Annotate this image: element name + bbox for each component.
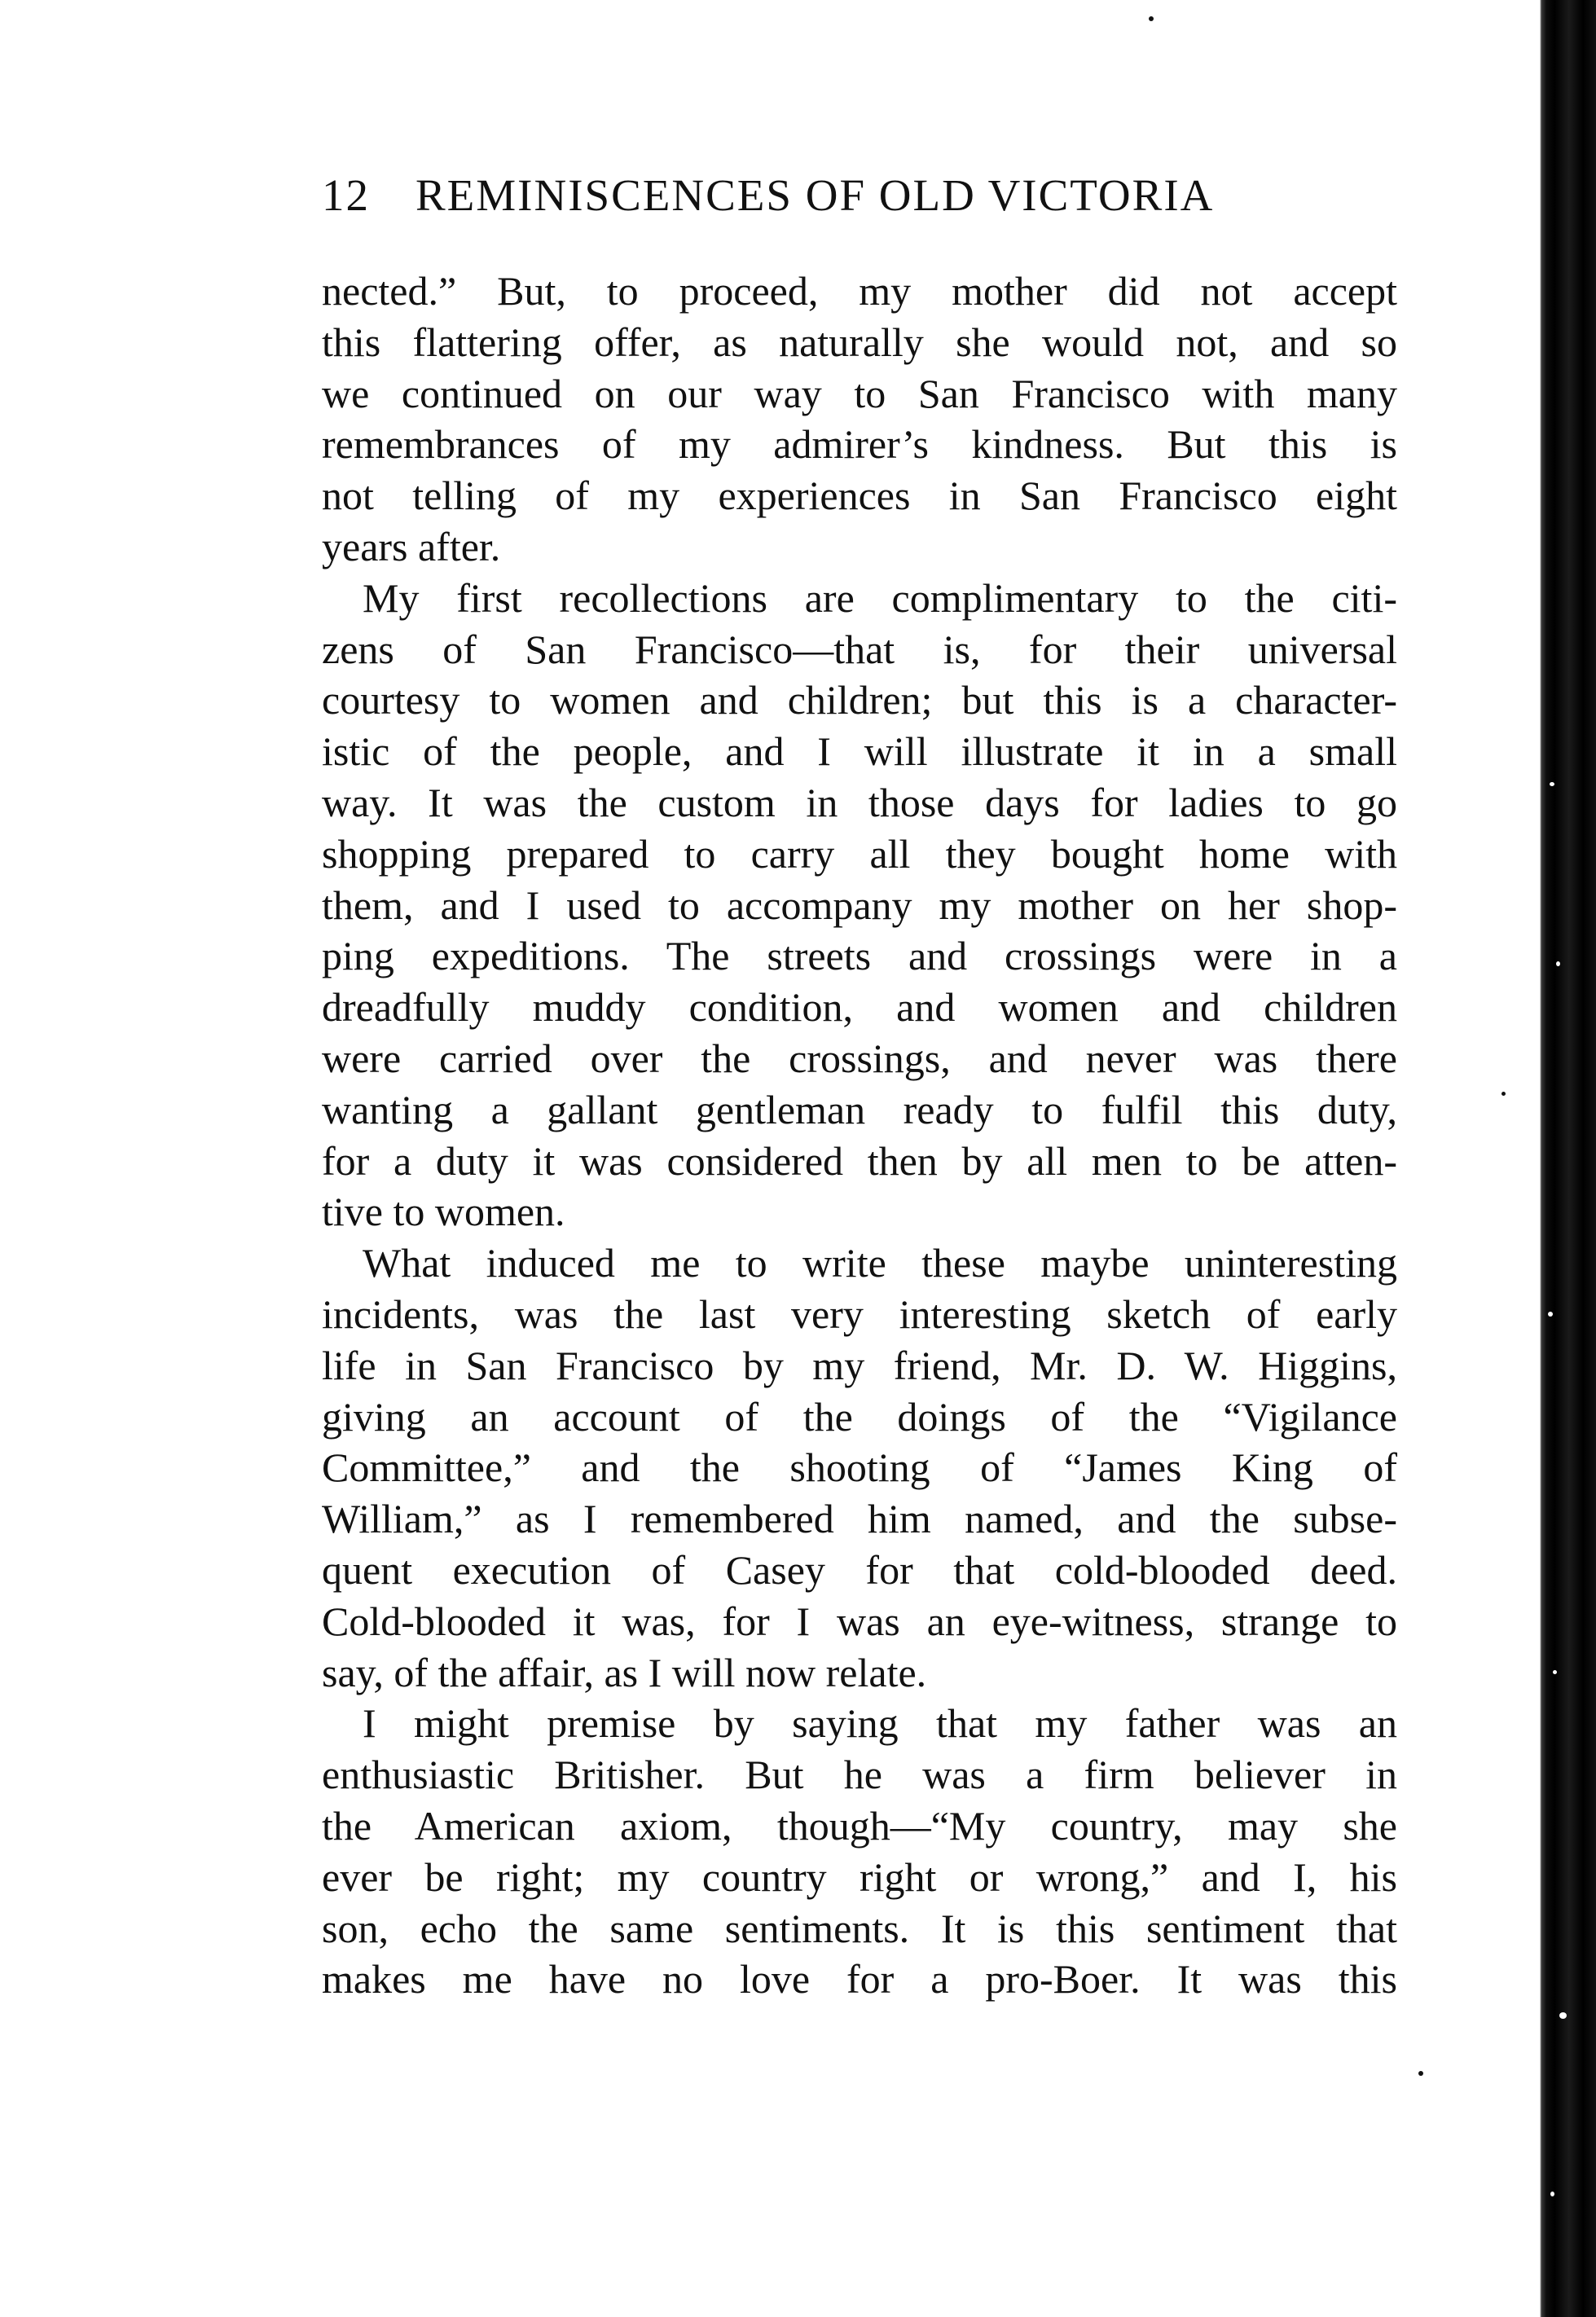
text-line: not telling of my experiences in San Francisco eight (322, 473, 1397, 519)
text-line: I might premise by saying that my father was an (363, 1700, 1397, 1747)
text-line: ever be right; my country right or wrong,” and I, his (322, 1853, 1397, 1900)
text-line: My first recollections are complimentary to the citi- (363, 574, 1397, 621)
text-line: makes me have no love for a pro-Boer. It was this (322, 1956, 1397, 2003)
text-line: say, of the affair, as I will now relate. (322, 1649, 927, 1695)
text-line: zens of San Francisco—that is, for their universal (322, 626, 1397, 672)
text-line: What induced me to write these maybe uninteresting (363, 1240, 1397, 1286)
text-line: for a duty it was considered then by all men to be atten- (322, 1137, 1397, 1184)
text-line: years after. (322, 523, 501, 569)
text-line: enthusiastic Britisher. But he was a firm believer in (322, 1752, 1397, 1798)
text-line: ping expeditions. The streets and crossings were in a (322, 933, 1397, 979)
text-line: William,” as I remembered him named, and the subse- (322, 1496, 1397, 1542)
text-line: way. It was the custom in those days for ladies to go (322, 779, 1397, 825)
text-line: the American axiom, though—“My country, may she (322, 1802, 1397, 1849)
text-line: wanting a gallant gentleman ready to fulfil this duty, (322, 1086, 1397, 1132)
text-line: shopping prepared to carry all they bought home with (322, 830, 1397, 877)
binding-speck (1556, 961, 1560, 966)
text-line: Committee,” and the shooting of “James King of (322, 1444, 1397, 1491)
text-line: Cold-blooded it was, for I was an eye-witness, strange to (322, 1598, 1397, 1644)
text-line: istic of the people, and I will illustrate it in a small (322, 728, 1397, 775)
binding-speck (1550, 782, 1554, 786)
text-line: son, echo the same sentiments. It is this sentiment that (322, 1905, 1397, 1951)
text-line: incidents, was the last very interesting sketch of early (322, 1290, 1397, 1337)
text-line: this flattering offer, as naturally she would not, and so (322, 319, 1397, 365)
text-line: giving an account of the doings of the “Vigilance (322, 1393, 1397, 1440)
binding-speck (1559, 2012, 1567, 2019)
binding-speck (1548, 1312, 1553, 1317)
text-line: remembrances of my admirer’s kindness. But this is (322, 421, 1397, 468)
body-text (322, 266, 1397, 2005)
text-line: were carried over the crossings, and never was there (322, 1035, 1397, 1081)
text-line: we continued on our way to San Francisco with many (322, 370, 1397, 416)
text-line: tive to women. (322, 1189, 565, 1235)
scan-speck (1149, 16, 1154, 21)
text-line: life in San Francisco by my friend, Mr. D. W. Higgins, (322, 1342, 1397, 1388)
text-line: dreadfully muddy condition, and women and children (322, 984, 1397, 1031)
text-line: courtesy to women and children; but this is a character- (322, 677, 1397, 723)
scan-speck (1418, 2071, 1423, 2076)
running-title: REMINISCENCES OF OLD VICTORIA (415, 170, 1215, 220)
text-line: them, and I used to accompany my mother on her shop- (322, 882, 1397, 928)
text-line: quent execution of Casey for that cold-blooded deed. (322, 1546, 1397, 1593)
running-head (322, 167, 1397, 224)
binding-speck (1550, 2192, 1554, 2196)
scan-speck (1501, 1092, 1506, 1096)
binding-speck (1553, 1670, 1557, 1674)
page-number: 12 (322, 170, 370, 220)
page-binding-edge (1538, 0, 1596, 2317)
text-line: nected.” But, to proceed, my mother did not accept (322, 268, 1397, 314)
